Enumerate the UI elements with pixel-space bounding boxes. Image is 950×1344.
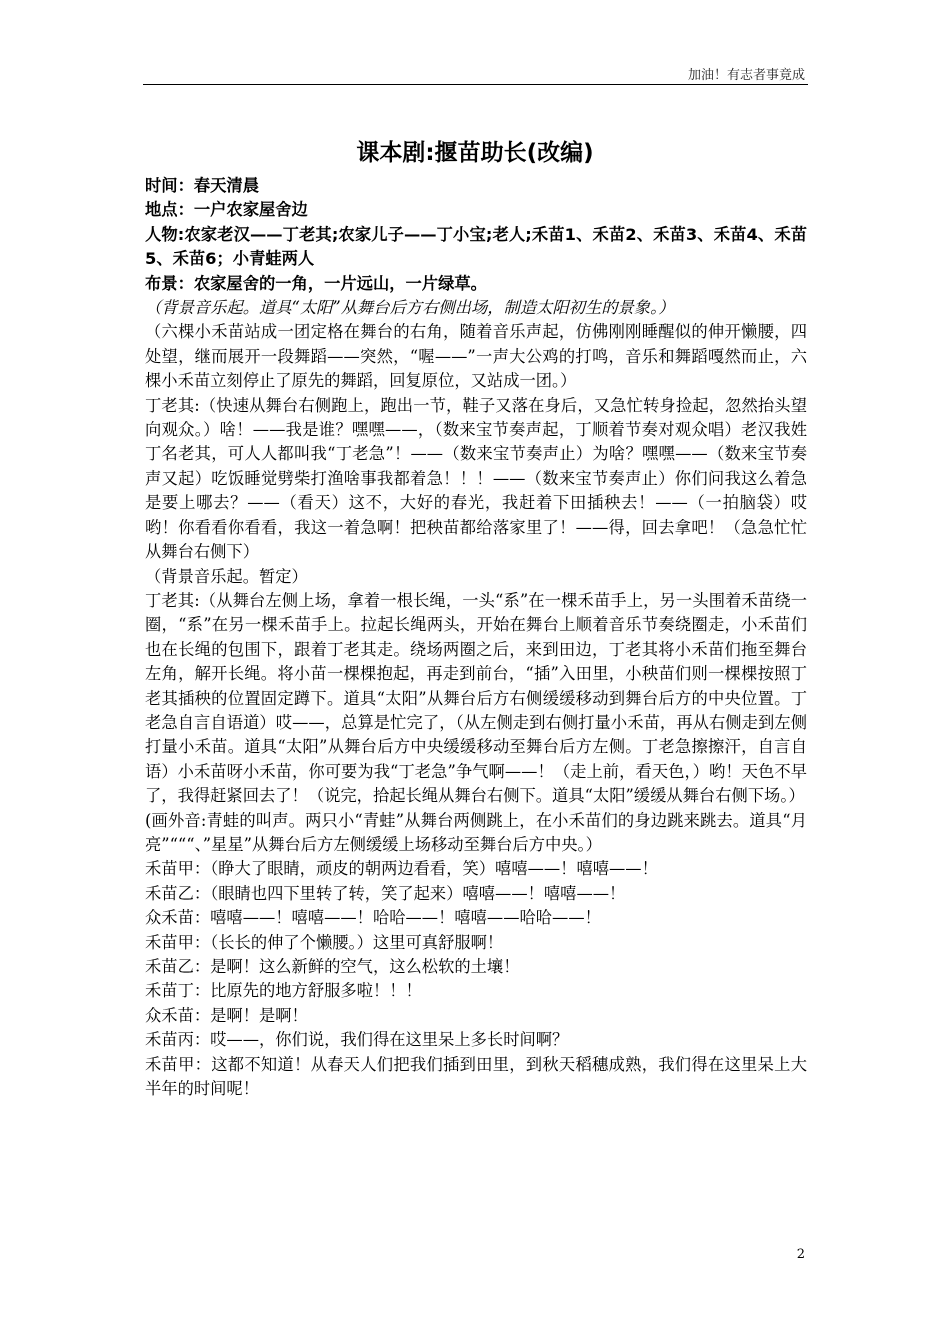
stage-direction: （六棵小禾苗站成一团定格在舞台的右角，随着音乐声起，仿佛刚刚睡醒似的伸开懒腰，四处望，继而展开一段舞蹈——突然，“喔——”一声大公鸡的打鸣，音乐和舞蹈嘎然而止，六棵小禾苗立刻停止了原先的舞蹈，回复原位，又站成一团。） xyxy=(145,322,807,391)
stage-direction: （背景音乐起。道具“太阳”从舞台后方右侧出场，制造太阳初生的景象。） xyxy=(145,298,675,318)
dialogue-line: 众禾苗：嘻嘻——！嘻嘻——！哈哈——！嘻嘻——哈哈——！ xyxy=(145,908,601,928)
stage-direction: （背景音乐起。暂定） xyxy=(145,566,308,586)
page-number: 2 xyxy=(796,1247,805,1262)
header-motto: 加油！有志者事竟成 xyxy=(687,68,805,83)
dialogue-line: 众禾苗：是啊！是啊！ xyxy=(145,1005,308,1025)
dialogue-line: 禾苗丙：哎——，你们说，我们得在这里呆上多长时间啊？ xyxy=(145,1030,569,1050)
meta-setting: 布景：农家屋舍的一角，一片远山，一片绿草。 xyxy=(145,273,487,293)
stage-direction: (画外音:青蛙的叫声。两只小“青蛙”从舞台两侧跳上，在小禾苗们的身边跳来跳去。道具“月亮”“““、”星星”从舞台后方左侧缓缓上场移动至舞台后方中央。） xyxy=(145,810,807,854)
header-divider xyxy=(143,84,808,85)
dialogue-line: 禾苗乙：是啊！这么新鲜的空气，这么松软的土壤！ xyxy=(145,957,520,976)
dialogue-line: 禾苗乙：（眼睛也四下里转了转，笑了起来）嘻嘻——！嘻嘻——！ xyxy=(145,883,626,903)
dialogue-paragraph: 丁老其:（从舞台左侧上场，拿着一根长绳，一头“系”在一棵禾苗手上，另一头围着禾苗绕一圈，“系”在另一棵禾苗手上。拉起长绳两头，开始在舞台上顺着音乐节奏绕圈走，小禾苗们也在长绳的包围下，跟着丁老其走。绕场两圈之后，来到田边，丁老其将小禾苗们拖至舞台左角，解开长绳。将小苗一棵棵抱起，再走到前台，“插”入田里，小秧苗们则一棵棵按照丁老其插秧的位置固定蹲下。道具“太阳”从舞台后方右侧缓缓移动到舞台后方的中央位置。丁老急自言自语道）哎——，总算是忙完了，（从左侧走到右侧打量小禾苗，再从右侧走到左侧打量小禾苗。道具“太阳”从舞台后方中央缓缓移动至舞台后方左侧。丁老急擦擦汗，自言自语）小禾苗呀小禾苗，你可要为我“丁老急”争气啊——！（走上前，看天色，）哟！天色不早了，我得赶紧回去了！（说完，拾起长绳从舞台右侧下。道具“太阳”缓缓从舞台右侧下场。） xyxy=(145,590,807,806)
script-content xyxy=(145,174,807,1101)
meta-place: 地点：一户农家屋舍边 xyxy=(145,200,308,220)
meta-characters: 人物:农家老汉——丁老其;农家儿子——丁小宝;老人;禾苗1、禾苗2、禾苗3、禾苗4、禾苗5、禾苗6；小青蛙两人 xyxy=(145,224,807,269)
dialogue-line: 禾苗甲：（长长的伸了个懒腰。）这里可真舒服啊！ xyxy=(145,932,504,952)
dialogue-line: 禾苗甲：这都不知道！从春天人们把我们插到田里，到秋天稻穗成熟，我们得在这里呆上大半年的时间呢！ xyxy=(145,1054,807,1099)
meta-time: 时间：春天清晨 xyxy=(145,176,259,195)
dialogue-line: 禾苗丁：比原先的地方舒服多啦！！！ xyxy=(145,981,422,1001)
dialogue-paragraph: 丁老其:（快速从舞台右侧跑上，跑出一节，鞋子又落在身后，又急忙转身捡起，忽然抬头望向观众。）啥！——我是谁？嘿嘿——，（数来宝节奏声起，丁顺着节奏对观众唱）老汉我姓丁名老其，可人人都叫我“丁老急”！——（数来宝节奏声止）为啥？嘿嘿——（数来宝节奏声又起）吃饭睡觉劈柴打渔啥事我都着急！！！——（数来宝节奏声止）你们问我这么着急是要上哪去？——（看天）这不，大好的春光，我赶着下田插秧去！——（一拍脑袋）哎哟！你看看你看看，我这一着急啊！把秧苗都给落家里了！——得，回去拿吧！（急急忙忙从舞台右侧下） xyxy=(145,395,807,562)
dialogue-line: 禾苗甲：（睁大了眼睛，顽皮的朝两边看看，笑）嘻嘻——！嘻嘻——！ xyxy=(145,859,658,879)
page-title: 课本剧:揠苗助长(改编) xyxy=(356,140,594,166)
